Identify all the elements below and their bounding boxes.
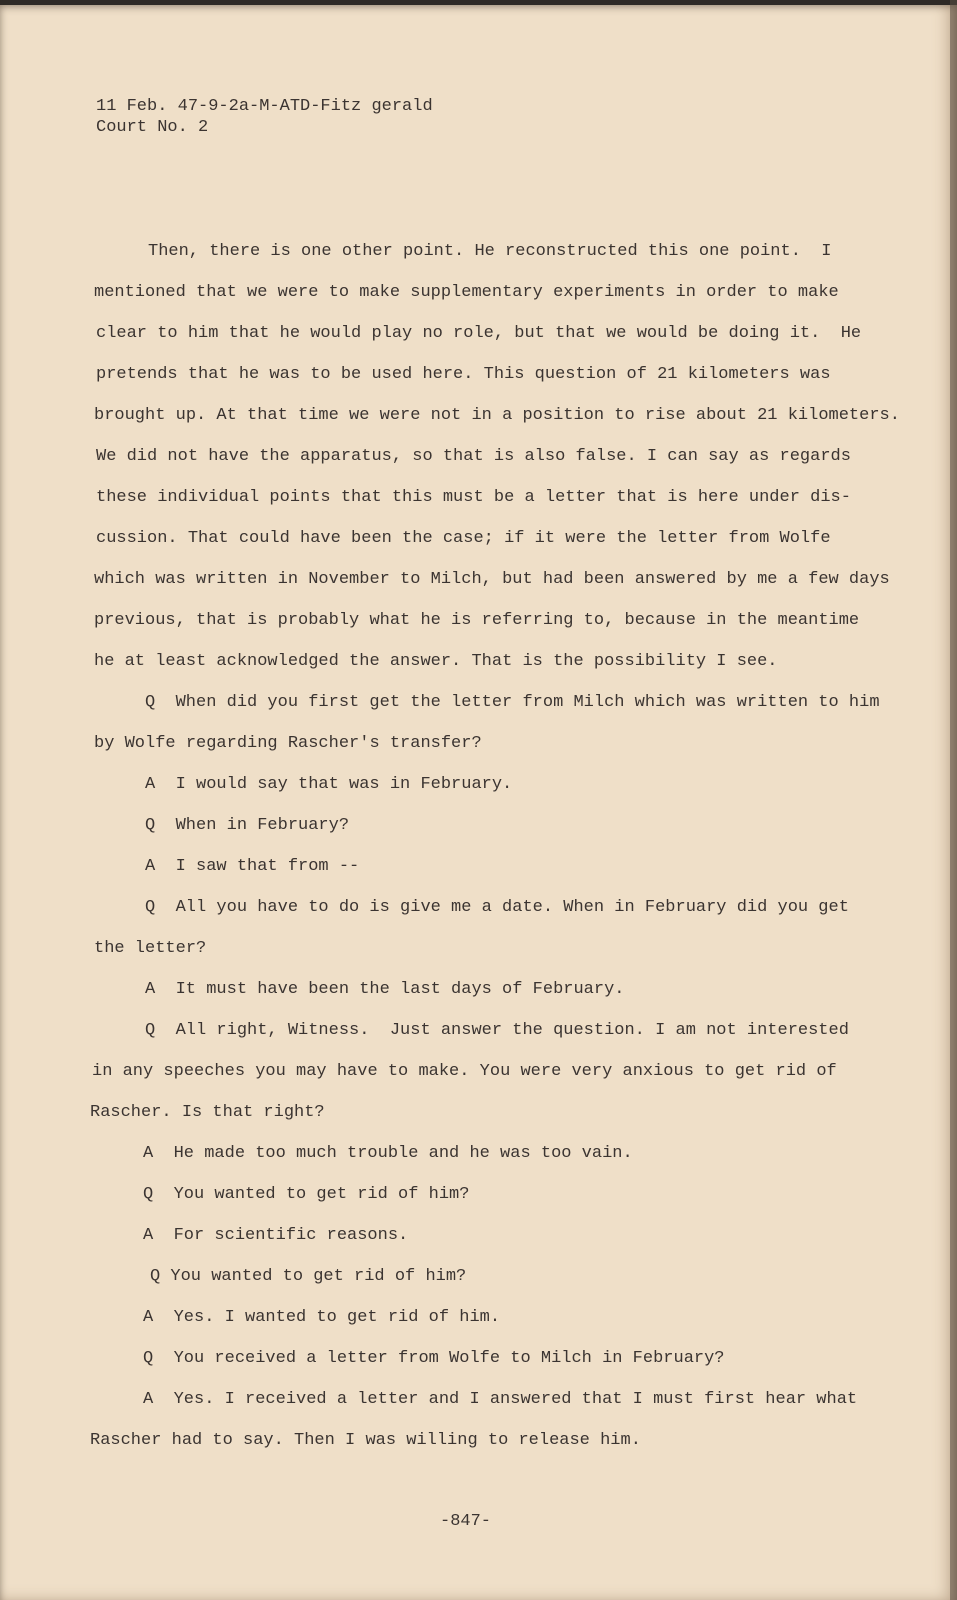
text-line: by Wolfe regarding Rascher's transfer? [94,734,482,753]
text-line: he at least acknowledged the answer. That is the possibility I see. [94,652,778,671]
answer-line: A He made too much trouble and he was too vain. [143,1144,633,1163]
answer-line: A Yes. I received a letter and I answered that I must first hear what [143,1390,858,1409]
answer-line: A I would say that was in February. [145,775,513,794]
text-line: pretends that he was to be used here. This question of 21 kilometers was [96,365,831,384]
text-line: previous, that is probably what he is referring to, because in the meantime [94,611,860,630]
text-line: We did not have the apparatus, so that is also false. I can say as regards [96,447,851,466]
text-line: in any speeches you may have to make. You were very anxious to get rid of [92,1062,837,1081]
text-line: which was written in November to Milch, but had been answered by me a few days [94,570,890,589]
question-line: Q All right, Witness. Just answer the question. I am not interested [145,1021,849,1040]
text-line: mentioned that we were to make supplementary experiments in order to make [94,283,839,302]
text-line: the letter? [94,939,207,958]
page-number: -847- [440,1512,492,1531]
question-line: Q When in February? [145,816,350,835]
text-line: clear to him that he would play no role, but that we would be doing it. He [96,324,862,343]
question-line: Q When did you first get the letter from Milch which was written to him [145,693,880,712]
question-line: Q You wanted to get rid of him? [150,1267,467,1286]
header-court: Court No. 2 [96,118,209,137]
answer-line: A For scientific reasons. [143,1226,409,1245]
scan-edge-top [0,0,957,5]
text-line: these individual points that this must be a letter that is here under dis- [96,488,851,507]
text-line: cussion. That could have been the case; if it were the letter from Wolfe [96,529,831,548]
text-line: brought up. At that time we were not in a position to rise about 21 kilometers. [94,406,900,425]
document-header [96,96,433,138]
answer-line: A It must have been the last days of February. [145,980,625,999]
text-line: Then, there is one other point. He reconstructed this one point. I [148,242,832,261]
answer-line: A I saw that from -- [145,857,360,876]
text-line: Rascher had to say. Then I was willing to release him. [90,1431,641,1450]
scan-edge-right [950,0,957,1600]
answer-line: A Yes. I wanted to get rid of him. [143,1308,501,1327]
question-line: Q You wanted to get rid of him? [143,1185,470,1204]
question-line: Q All you have to do is give me a date. When in February did you get [145,898,849,917]
text-line: Rascher. Is that right? [90,1103,325,1122]
question-line: Q You received a letter from Wolfe to Milch in February? [143,1349,725,1368]
header-reference: 11 Feb. 47-9-2a-M-ATD-Fitz gerald [96,97,433,116]
